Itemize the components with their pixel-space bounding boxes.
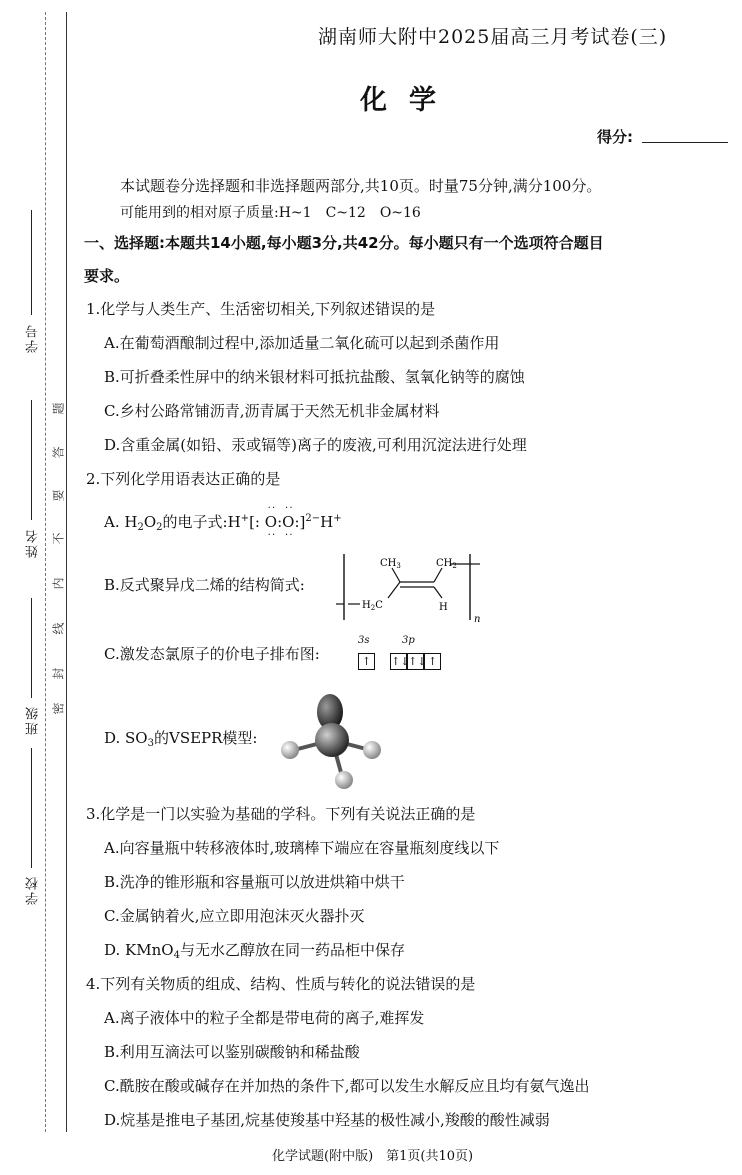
field-label-name: 姓名: [26, 528, 41, 558]
option-c: C.乡村公路常铺沥青,沥青属于天然无机非金属材料: [104, 402, 440, 420]
option-a: A. $H_2O_2$的电子式:H+[: · · O · ·:· · O · ·:]$^{2-}$H+: [104, 513, 342, 535]
cut-line-dashed: [45, 12, 46, 1132]
seal-char: 题: [51, 402, 66, 415]
question-stem: 3.化学是一门以实验为基础的学科。下列有关说法正确的是: [86, 805, 476, 823]
question-stem: 2.下列化学用语表达正确的是: [86, 470, 281, 488]
field-blank-school[interactable]: [31, 748, 32, 868]
field-blank-name[interactable]: [31, 400, 32, 520]
question-stem: 4.下列有关物质的组成、结构、性质与转化的说法错误的是: [86, 975, 476, 993]
orbital-box-3p: ↑↓: [391, 655, 410, 668]
orbital-3s-label: 3s: [358, 635, 370, 646]
exam-title: 湖南师大附中2025届高三月考试卷(三): [318, 26, 668, 48]
option-a: A.在葡萄酒酿制过程中,添加适量二氧化硫可以起到杀菌作用: [104, 334, 500, 352]
methylene-group: $CH_2$: [436, 558, 457, 570]
methyl-group: $CH_3$: [380, 558, 401, 570]
option-b: B.可折叠柔性屏中的纳米银材料可抵抗盐酸、氢氧化钠等的腐蚀: [104, 368, 525, 386]
option-b: B.洗净的锥形瓶和容量瓶可以放进烘箱中烘干: [104, 873, 405, 891]
field-blank-student-id[interactable]: [31, 210, 32, 315]
seal-char: 要: [51, 489, 66, 502]
option-d: D. $SO_3$的VSEPR模型:: [104, 729, 258, 749]
option-c: C.酰胺在酸或碱存在并加热的条件下,都可以发生水解反应且均有氨气逸出: [104, 1077, 590, 1095]
orbital-3p-label: 3p: [402, 635, 415, 646]
polyisoprene-structure: [336, 550, 486, 626]
option-a: A.向容量瓶中转移液体时,玻璃棒下端应在容量瓶刻度线以下: [104, 839, 500, 857]
option-d: D.烷基是推电子基团,烷基使羧基中羟基的极性减小,羧酸的酸性减弱: [104, 1111, 550, 1129]
orbital-box-3s: ↑: [358, 653, 375, 670]
seal-char: 密: [51, 702, 66, 715]
oxygen-atom: · · O · ·: [282, 513, 294, 532]
seal-char: 不: [51, 532, 66, 545]
atomic-masses: 可能用到的相对原子质量:H~1 C~12 O~16: [120, 205, 421, 221]
seal-char: 线: [51, 622, 66, 635]
field-label-school: 学校: [26, 875, 41, 905]
seal-char: 答: [51, 446, 66, 459]
option-d: D.含重金属(如铅、汞或镉等)离子的废液,可利用沉淀法进行处理: [104, 436, 527, 454]
score-label: 得分:: [597, 128, 633, 146]
seal-char: 内: [51, 577, 66, 590]
binding-line: [66, 12, 67, 1132]
methylene-group: $H_2C$: [362, 600, 383, 612]
field-label-student-id: 学号: [26, 323, 41, 353]
field-label-class: 班级: [26, 705, 41, 735]
option-d: D. KMnO$_4$与无水乙醇放在同一药品柜中保存: [104, 941, 405, 961]
vsepr-model-image: [272, 688, 382, 798]
orbital-diagram: [358, 651, 441, 670]
hydrogen-atom: H: [439, 602, 448, 613]
section-heading: 一、选择题:本题共14小题,每小题3分,共42分。每小题只有一个选项符合题目: [84, 234, 604, 252]
option-c: C.激发态氯原子的价电子排布图:: [104, 645, 320, 663]
page-footer: 化学试题(附中版) 第1页(共10页): [272, 1149, 474, 1164]
option-a: A.离子液体中的粒子全都是带电荷的离子,难挥发: [104, 1009, 425, 1027]
question-stem: 1.化学与人类生产、生活密切相关,下列叙述错误的是: [86, 300, 436, 318]
subject-title: 化学: [360, 85, 458, 116]
orbital-box-3p: ↑: [424, 653, 441, 670]
oxygen-atom: · · O · ·: [265, 513, 277, 532]
section-heading-cont: 要求。: [84, 267, 130, 285]
score-blank[interactable]: [642, 142, 728, 143]
intro-line: 本试题卷分选择题和非选择题两部分,共10页。时量75分钟,满分100分。: [120, 177, 602, 195]
option-b: B.反式聚异戊二烯的结构简式:: [104, 576, 305, 594]
field-blank-class[interactable]: [31, 598, 32, 698]
seal-char: 封: [51, 667, 66, 680]
option-b: B.利用互滴法可以鉴别碳酸钠和稀盐酸: [104, 1043, 360, 1061]
repeat-subscript: n: [474, 614, 481, 625]
option-c: C.金属钠着火,应立即用泡沫灭火器扑灭: [104, 907, 365, 925]
binding-margin: [0, 0, 80, 1175]
orbital-box-3p: ↑↓: [408, 655, 427, 668]
